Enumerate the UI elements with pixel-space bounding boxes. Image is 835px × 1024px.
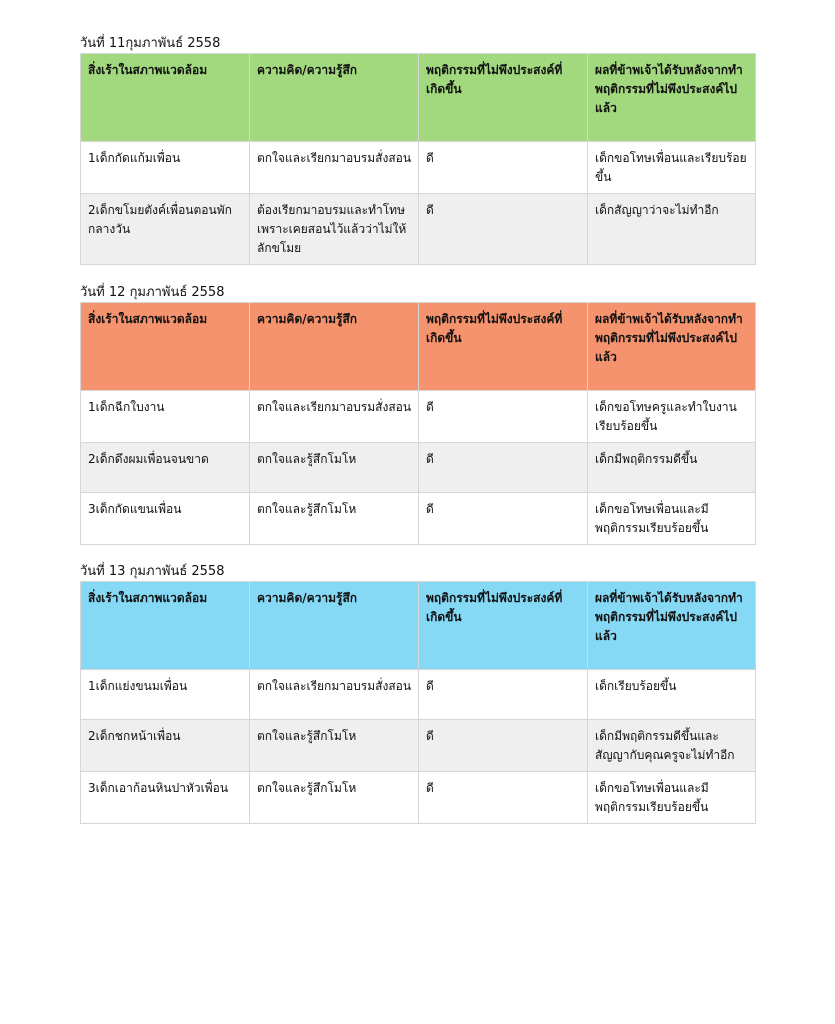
cell-result: เด็กมีพฤติกรรมดีขึ้น [588,443,756,493]
day-section-2 [80,284,755,545]
cell-stimulus: 2เด็กขโมยตังค์เพื่อนตอนพักกลางวัน [81,194,250,265]
cell-behavior: ดี [419,670,588,720]
header-result: ผลที่ข้าพเจ้าได้รับหลังจากทำพฤติกรรมที่ไม่พึงประสงค์ไปแล้ว [588,582,756,670]
header-behavior: พฤติกรรมที่ไม่พึงประสงค์ที่เกิดขึ้น [419,582,588,670]
cell-result: เด็กขอโทษเพื่อนและมีพฤติกรรมเรียบร้อยขึ้น [588,493,756,545]
header-result: ผลที่ข้าพเจ้าได้รับหลังจากทำพฤติกรรมที่ไม่พึงประสงค์ไปแล้ว [588,303,756,391]
cell-feeling: ตกใจและรู้สึกโมโห [250,493,419,545]
cell-behavior: ดี [419,391,588,443]
table-row [81,493,756,545]
cell-result: เด็กสัญญาว่าจะไม่ทำอีก [588,194,756,265]
behavior-table [80,581,756,824]
cell-behavior: ดี [419,194,588,265]
header-behavior: พฤติกรรมที่ไม่พึงประสงค์ที่เกิดขึ้น [419,54,588,142]
cell-feeling: ตกใจและรู้สึกโมโห [250,772,419,824]
cell-behavior: ดี [419,493,588,545]
header-behavior: พฤติกรรมที่ไม่พึงประสงค์ที่เกิดขึ้น [419,303,588,391]
cell-behavior: ดี [419,142,588,194]
cell-stimulus: 1เด็กแย่งขนมเพื่อน [81,670,250,720]
table-header-row [81,303,756,391]
table-row [81,772,756,824]
day-date: วันที่ 11กุมภาพันธ์ 2558 [80,36,221,51]
cell-behavior: ดี [419,720,588,772]
header-stimulus: สิ่งเร้าในสภาพแวดล้อม [81,303,250,391]
header-stimulus: สิ่งเร้าในสภาพแวดล้อม [81,582,250,670]
cell-result: เด็กมีพฤติกรรมดีขึ้นและสัญญากับคุณครูจะไม่ทำอีก [588,720,756,772]
header-result: ผลที่ข้าพเจ้าได้รับหลังจากทำพฤติกรรมที่ไม่พึงประสงค์ไปแล้ว [588,54,756,142]
cell-stimulus: 2เด็กชกหน้าเพื่อน [81,720,250,772]
cell-result: เด็กขอโทษเพื่อนและมีพฤติกรรมเรียบร้อยขึ้น [588,772,756,824]
day-date: วันที่ 12 กุมภาพันธ์ 2558 [80,285,225,300]
header-feeling: ความคิด/ความรู้สึก [250,582,419,670]
day-section-1 [80,35,755,265]
cell-feeling: ตกใจและเรียกมาอบรมสั่งสอน [250,670,419,720]
cell-feeling: ตกใจและรู้สึกโมโห [250,443,419,493]
table-row [81,391,756,443]
table-row [81,720,756,772]
header-feeling: ความคิด/ความรู้สึก [250,54,419,142]
header-feeling: ความคิด/ความรู้สึก [250,303,419,391]
cell-behavior: ดี [419,772,588,824]
cell-stimulus: 1เด็กฉีกใบงาน [81,391,250,443]
cell-feeling: ต้องเรียกมาอบรมและทำโทษเพราะเคยสอนไว้แล้วว่าไม่ให้ลักขโมย [250,194,419,265]
cell-result: เด็กขอโทษครูและทำใบงานเรียบร้อยขึ้น [588,391,756,443]
header-stimulus: สิ่งเร้าในสภาพแวดล้อม [81,54,250,142]
cell-result: เด็กเรียบร้อยขึ้น [588,670,756,720]
cell-stimulus: 3เด็กเอาก้อนหินปาหัวเพื่อน [81,772,250,824]
behavior-table [80,302,756,545]
table-header-row [81,582,756,670]
table-row [81,142,756,194]
table-row [81,670,756,720]
table-row [81,194,756,265]
day-date: วันที่ 13 กุมภาพันธ์ 2558 [80,564,225,579]
cell-stimulus: 2เด็กดึงผมเพื่อนจนขาด [81,443,250,493]
cell-stimulus: 3เด็กกัดแขนเพื่อน [81,493,250,545]
cell-behavior: ดี [419,443,588,493]
table-row [81,443,756,493]
cell-feeling: ตกใจและเรียกมาอบรมสั่งสอน [250,391,419,443]
table-header-row [81,54,756,142]
day-section-3 [80,563,755,824]
cell-feeling: ตกใจและรู้สึกโมโห [250,720,419,772]
cell-feeling: ตกใจและเรียกมาอบรมสั่งสอน [250,142,419,194]
cell-result: เด็กขอโทษเพื่อนและเรียบร้อยขึ้น [588,142,756,194]
cell-stimulus: 1เด็กกัดแก้มเพื่อน [81,142,250,194]
behavior-table [80,53,756,265]
